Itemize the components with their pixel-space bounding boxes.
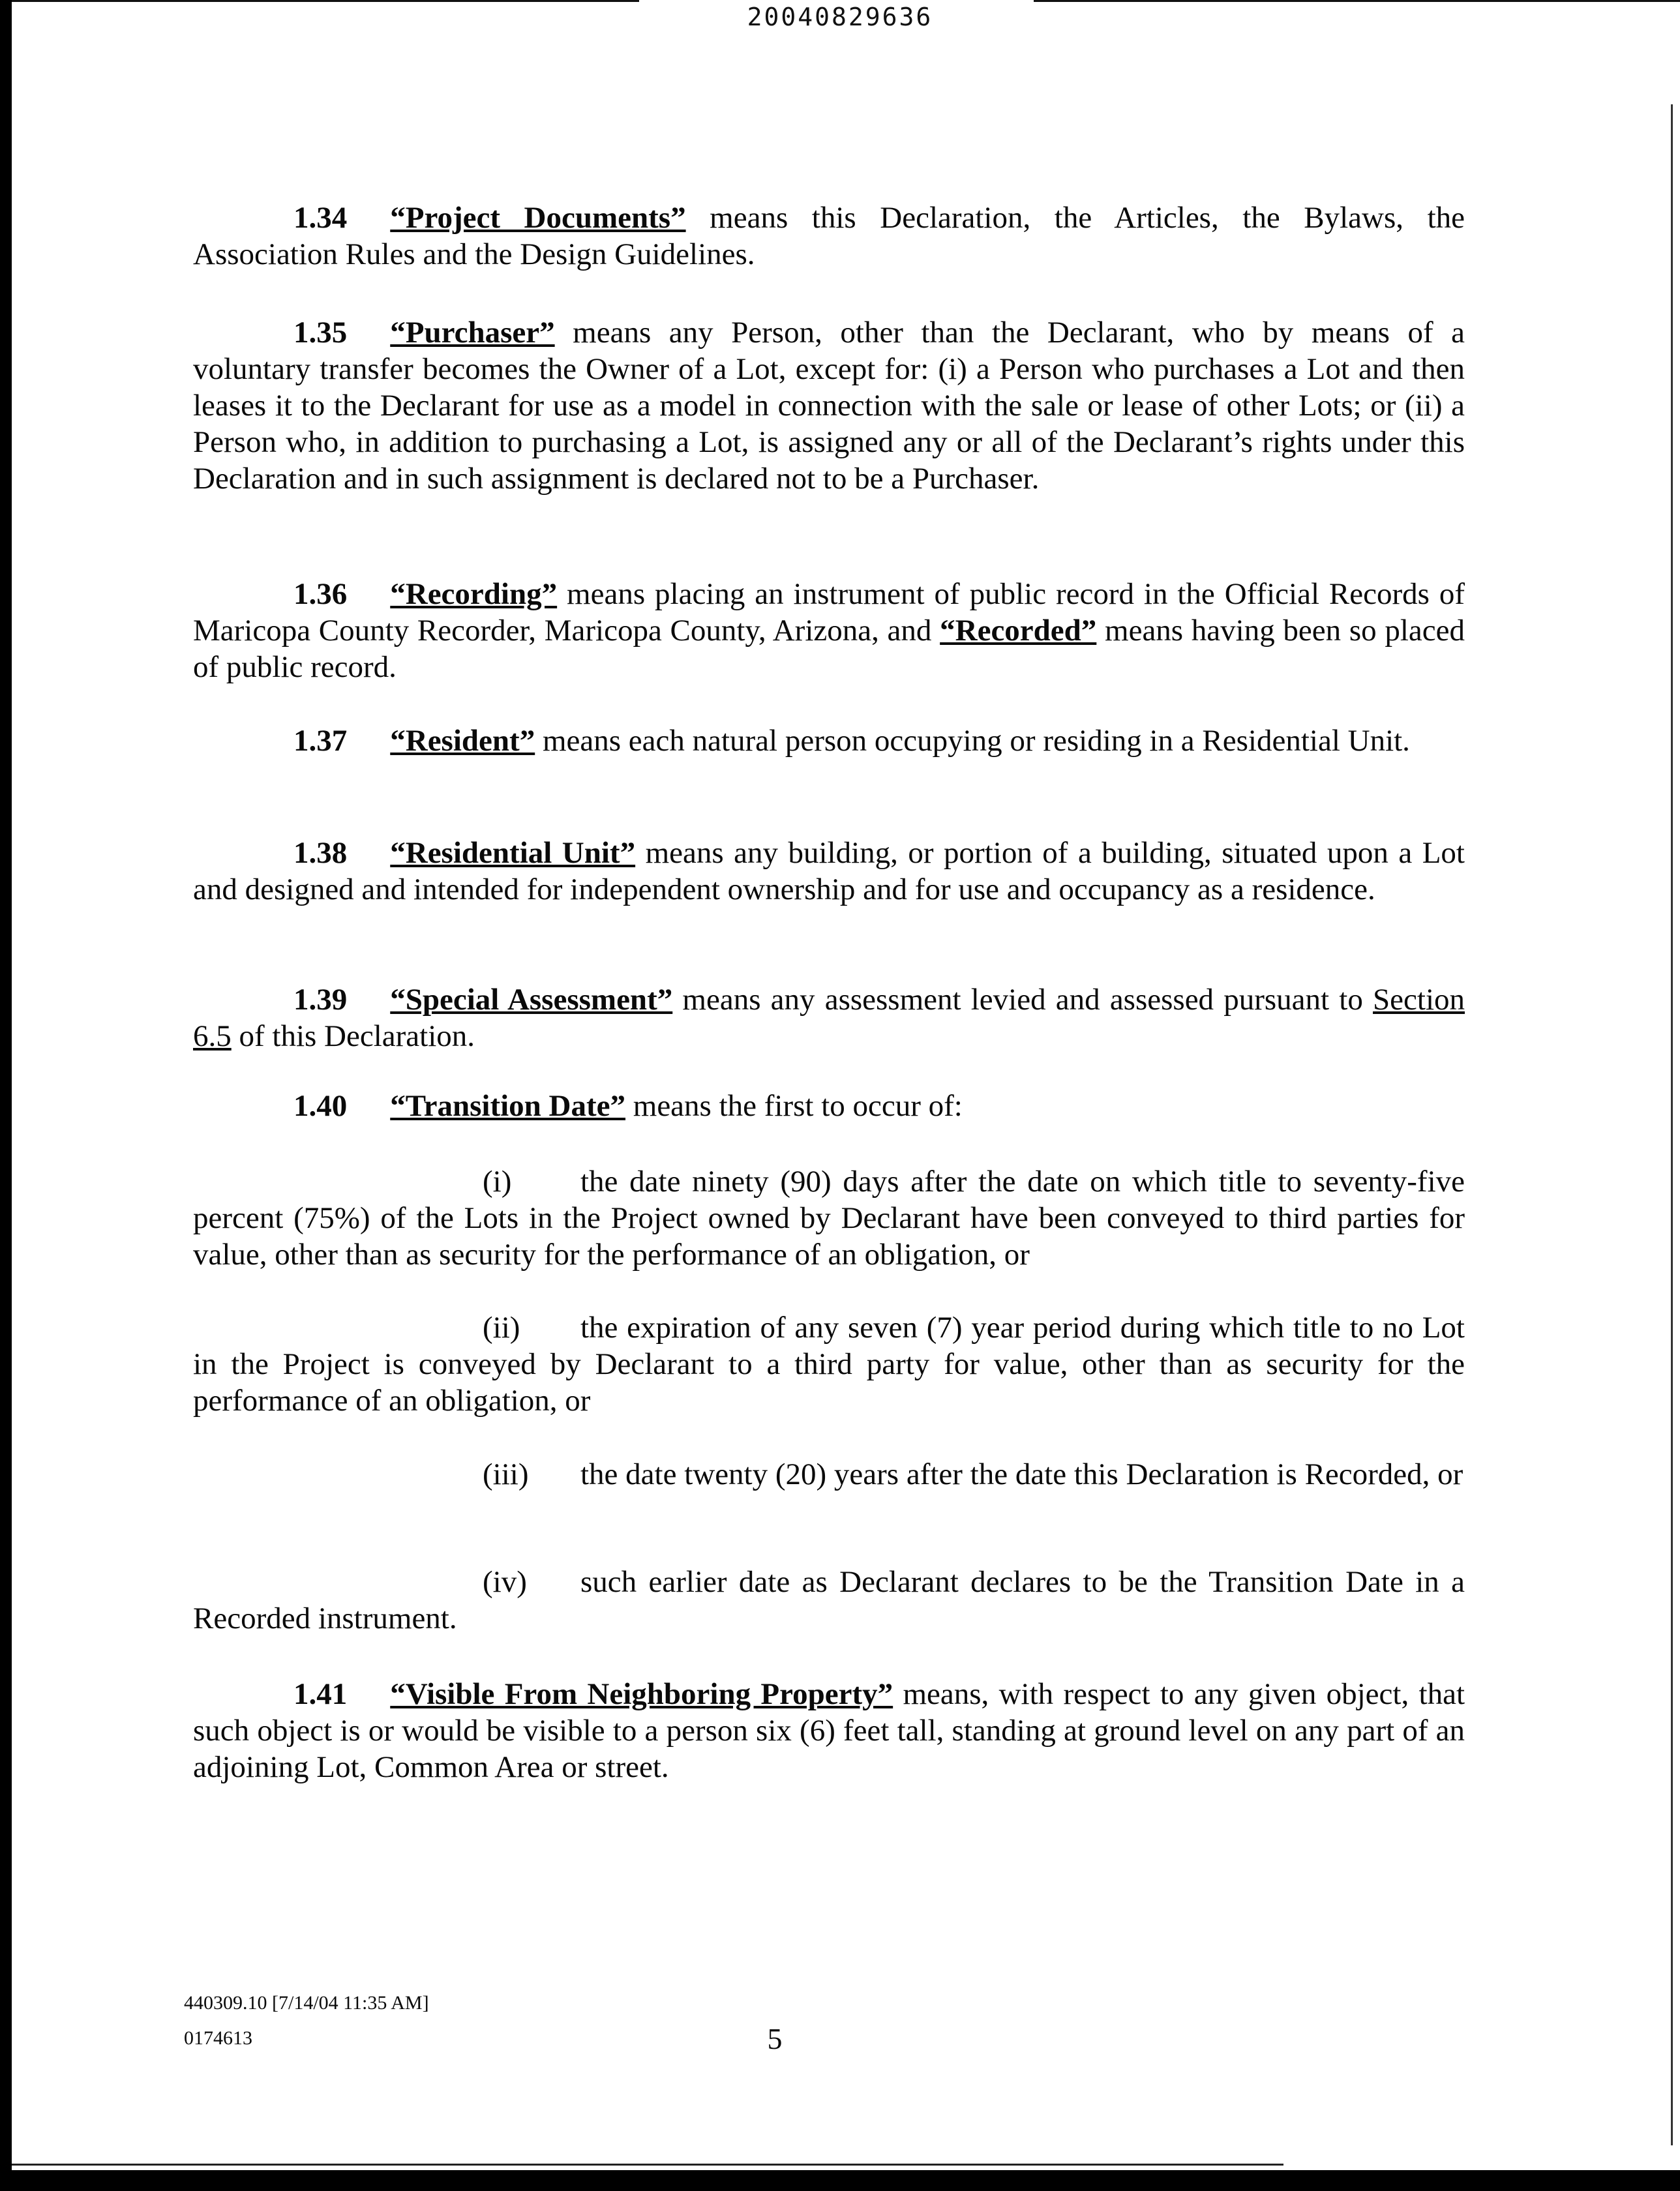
item-number: (iii): [483, 1457, 529, 1491]
definition-text: means any Person, other than the Declarant, who by means of a voluntary transfer becomes the Owner of a Lot, except for: (i) a Person who purchases a Lot and then leases it to the Declarant for use as a model in connection with the sale or lease of other Lots; or (ii) a Person who, in addition to purchasing a Lot, is assigned any or all of the Declarant’s rights under this Declaration and in such assignment is declared not to be a Purchaser.: [193, 316, 1465, 496]
item-text: the expiration of any seven (7) year period during which title to no Lot in the Project is conveyed by Declarant to a third party for value, other than as security for the performance of an obligation, or: [193, 1311, 1465, 1418]
section-1-34: [193, 200, 1465, 273]
defined-term: “Transition Date”: [390, 1089, 626, 1123]
page-number: 5: [767, 2022, 783, 2055]
defined-term: “Residential Unit”: [390, 836, 636, 870]
defined-term: “Special Assessment”: [390, 983, 673, 1017]
section-reference-link[interactable]: Section 6.5: [193, 983, 1465, 1053]
defined-term: “Project Documents”: [390, 201, 686, 235]
footer-document-reference: 440309.10 [7/14/04 11:35 AM]: [184, 1992, 429, 2014]
section-1-35: [193, 314, 1465, 497]
section-number: 1.40: [293, 1089, 348, 1123]
item-number: (iv): [483, 1565, 527, 1599]
definition-text: means each natural person occupying or residing in a Residential Unit.: [535, 724, 1410, 758]
section-number: 1.37: [293, 724, 348, 758]
section-1-41: [193, 1676, 1465, 1785]
definition-text: means, with respect to any given object, that such object is or would be visible to a person six (6) feet tall, standing at ground level on any part of an adjoining Lot, Common Area or street.: [193, 1677, 1465, 1784]
defined-term: “Purchaser”: [390, 316, 555, 350]
section-number: 1.36: [293, 577, 348, 611]
scan-artifact-bottom-edge: [0, 2170, 1680, 2191]
item-number: (ii): [483, 1311, 520, 1345]
transition-item-iii: [193, 1456, 1465, 1493]
footer-document-code: 0174613: [184, 2027, 252, 2049]
section-number: 1.35: [293, 316, 348, 350]
definition-text-continued: means having been so placed of public record.: [193, 614, 1465, 684]
section-1-38: [193, 835, 1465, 908]
defined-term: “Visible From Neighboring Property”: [390, 1677, 893, 1711]
scan-artifact-bottom-line: [12, 2164, 1283, 2166]
transition-item-iv: [193, 1564, 1465, 1637]
defined-term: “Recording”: [390, 577, 558, 611]
section-1-36: [193, 576, 1465, 685]
definition-text: means any assessment levied and assessed pursuant to: [672, 983, 1373, 1017]
definition-text-continued: of this Declaration.: [231, 1019, 475, 1053]
section-number: 1.41: [293, 1677, 348, 1711]
recording-number: 20040829636: [747, 3, 933, 31]
transition-item-i: [193, 1163, 1465, 1273]
section-1-40: [193, 1088, 1465, 1124]
scan-artifact-left-edge: [0, 0, 12, 2171]
section-number: 1.34: [293, 201, 348, 235]
scan-artifact-right-edge: [1671, 104, 1673, 2145]
item-text: the date twenty (20) years after the date this Declaration is Recorded, or: [580, 1457, 1463, 1491]
defined-term-recorded: “Recorded”: [940, 614, 1097, 648]
scan-artifact-top-right: [1034, 0, 1680, 2]
section-1-37: [193, 723, 1465, 759]
definition-text: means this Declaration, the Articles, the Bylaws, the Association Rules and the Design Guidelines.: [193, 201, 1465, 271]
section-number: 1.39: [293, 983, 348, 1017]
definition-text: means placing an instrument of public record in the Official Records of Maricopa County Recorder, Maricopa County, Arizona, and: [193, 577, 1465, 648]
section-number: 1.38: [293, 836, 348, 870]
transition-item-ii: [193, 1309, 1465, 1419]
item-text: such earlier date as Declarant declares to be the Transition Date in a Recorded instrument.: [193, 1565, 1465, 1635]
defined-term: “Resident”: [390, 724, 535, 758]
item-number: (i): [483, 1165, 512, 1199]
definition-text: means the first to occur of:: [625, 1089, 963, 1123]
item-text: the date ninety (90) days after the date on which title to seventy-five percent (75%) of the Lots in the Project owned by Declarant have been conveyed to third parties for value, other than as security for the performance of an obligation, or: [193, 1165, 1465, 1272]
scan-artifact-top-left: [0, 0, 639, 2]
definition-text: means any building, or portion of a building, situated upon a Lot and designed and intended for independent ownership and for use and occupancy as a residence.: [193, 836, 1465, 906]
section-1-39: [193, 981, 1465, 1054]
